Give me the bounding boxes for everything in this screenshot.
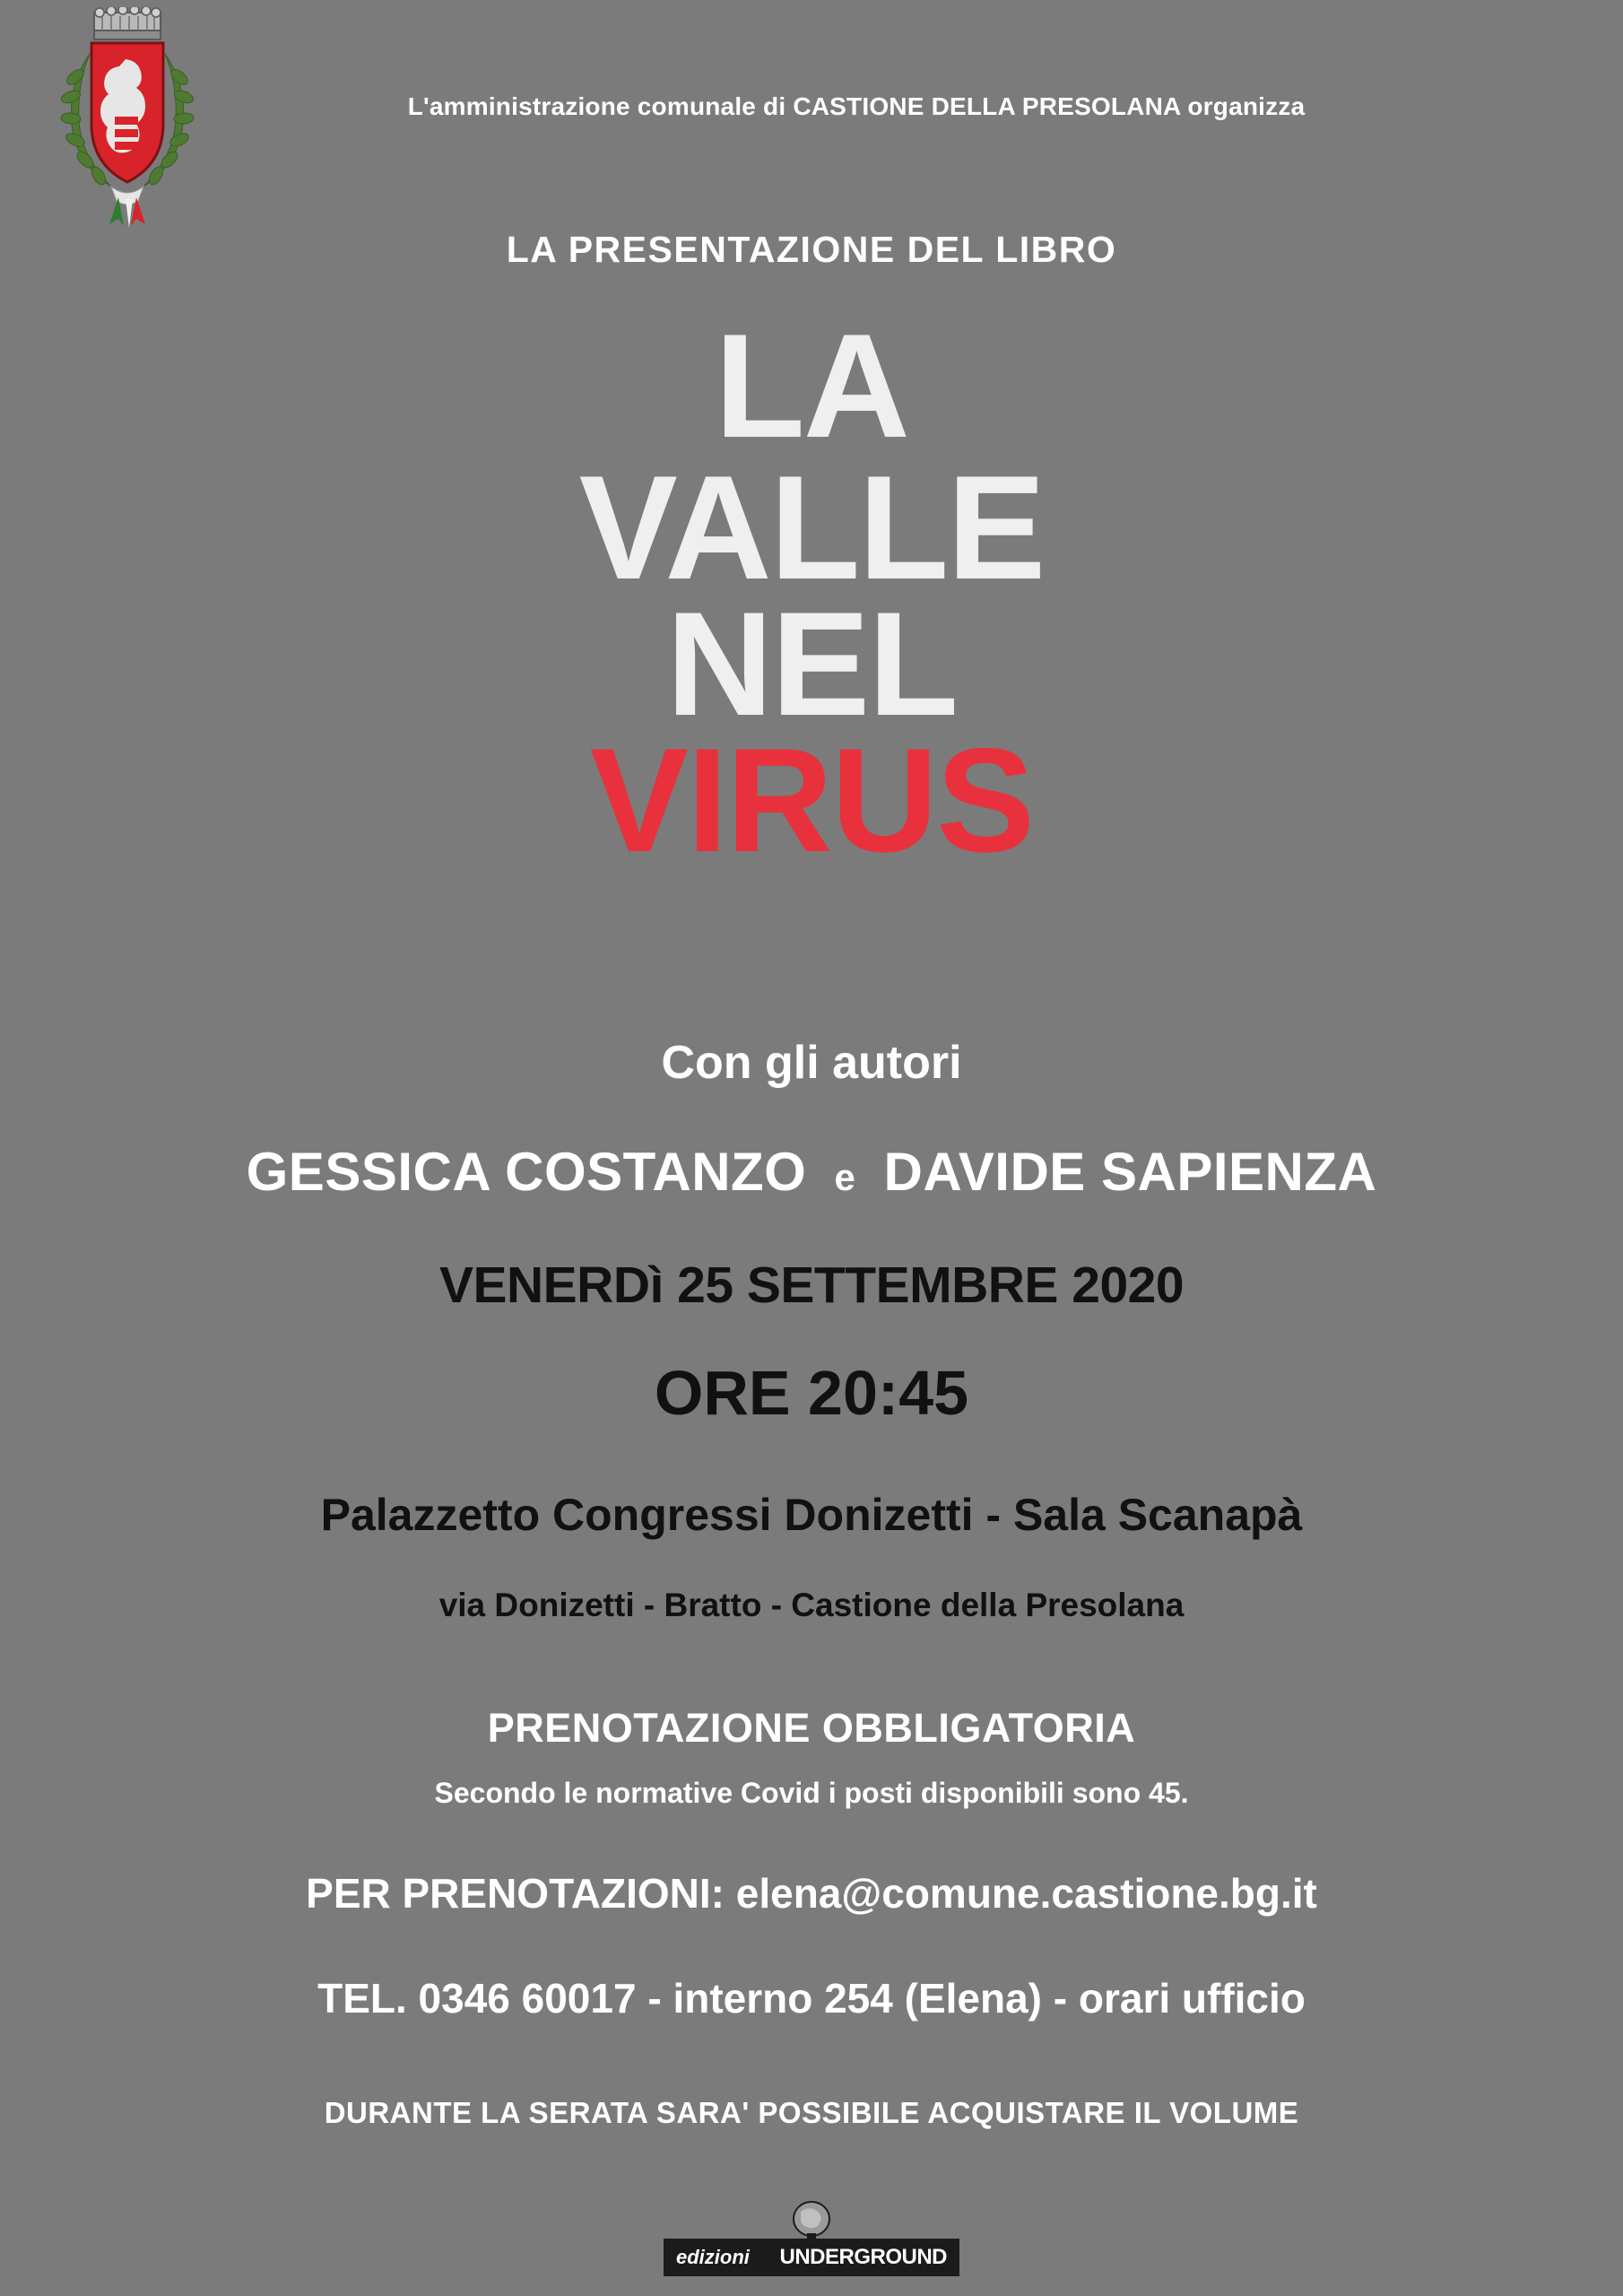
publisher-bar — [664, 2239, 959, 2276]
event-time: ORE 20:45 — [654, 1358, 969, 1428]
organizer-line: L'amministrazione comunale di CASTIONE DELLA PRESOLANA organizza — [407, 92, 1306, 120]
venue-name: Palazzetto Congressi Donizetti - Sala Scanapà — [320, 1490, 1303, 1540]
book-title — [0, 303, 1623, 883]
with-authors-label: Con gli autori — [661, 1037, 962, 1089]
footer-note: DURANTE LA SERATA SARA' POSSIBILE ACQUISTARE IL VOLUME — [324, 2096, 1299, 2129]
booking-note: Secondo le normative Covid i posti disponibili sono 45. — [434, 1777, 1189, 1809]
presentation-line: LA PRESENTAZIONE DEL LIBRO — [506, 229, 1117, 270]
author-first: GESSICA COSTANZO — [246, 1142, 807, 1202]
publisher-word-2: UNDERGROUND — [779, 2245, 947, 2269]
title-line-3: NEL — [666, 580, 957, 746]
booking-title: PRENOTAZIONE OBBLIGATORIA — [487, 1705, 1136, 1751]
publisher-word-1: edizioni — [676, 2246, 750, 2268]
booking-phone: TEL. 0346 60017 - interno 254 (Elena) - orari ufficio — [317, 1975, 1306, 2022]
title-line-2: VALLE — [578, 445, 1045, 610]
venue-address: via Donizetti - Bratto - Castione della Presolana — [438, 1587, 1185, 1623]
booking-email: PER PRENOTAZIONI: elena@comune.castione.bg.it — [306, 1870, 1317, 1917]
event-date: VENERDì 25 SETTEMBRE 2020 — [438, 1257, 1185, 1314]
authors-line — [0, 1141, 1623, 1203]
authors-separator: e — [834, 1156, 856, 1198]
title-line-4: VIRUS — [589, 717, 1034, 883]
title-line-1: LA — [715, 303, 908, 468]
coat-of-arms-icon — [56, 7, 199, 236]
publisher-logo — [664, 2199, 959, 2276]
author-second: DAVIDE SAPIENZA — [883, 1142, 1377, 1202]
